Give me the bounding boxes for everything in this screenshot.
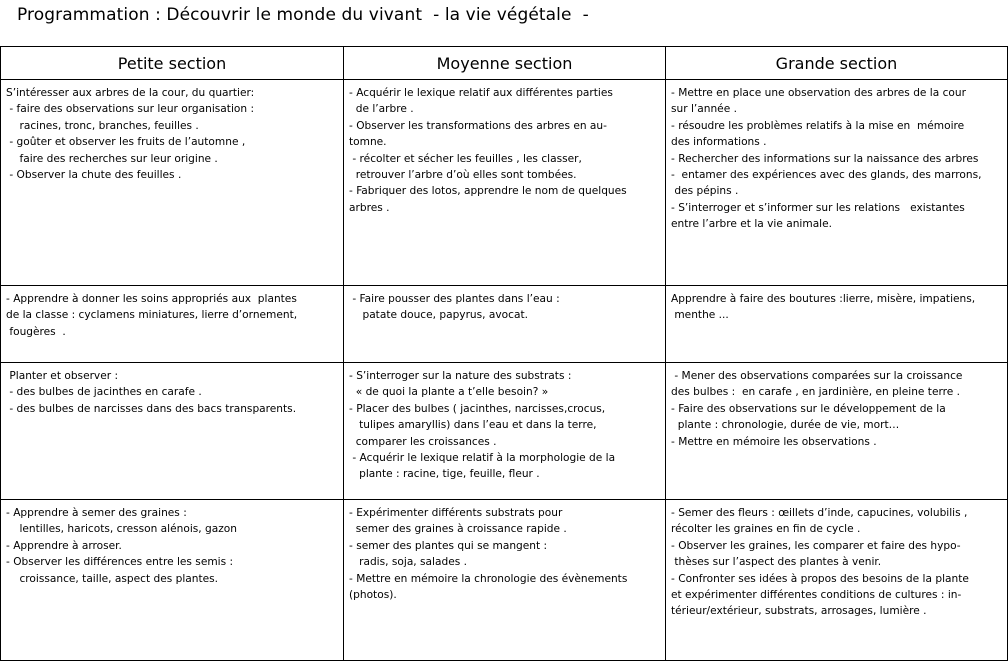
cell-moyenne: [344, 363, 666, 500]
cell-text: - Expérimenter différents substrats pour semer des graines à croissance rapide . - semer des plantes qui se mangent : radis, soja, salades . - Mettre en mémoire la chronologie des évènements (photos).: [349, 507, 628, 602]
cell-petite: [1, 363, 344, 500]
cell-text: S’intéresser aux arbres de la cour, du quartier: - faire des observations sur leur organisation : racines, tronc, branches, feuilles . - goûter et observer les fruits de l’automne , faire des recherches sur leur origine . - Observer la chute des feuilles .: [6, 87, 255, 182]
cell-text: - Mener des observations comparées sur la croissance des bulbes : en carafe , en jardinière, en pleine terre . - Faire des observations sur le développement de la plante : chronologie, durée de vie, mort… - Mettre en mémoire les observations .: [671, 370, 963, 448]
cell-moyenne: [344, 500, 666, 661]
cell-grande: [666, 500, 1008, 661]
table-row: [1, 500, 1008, 661]
table-row: [1, 363, 1008, 500]
cell-text: - Mettre en place une observation des arbres de la cour sur l’année . - résoudre les problèmes relatifs à la mise en mémoire des informations . - Rechercher des informations sur la naissance des arbres - entamer des expériences avec des glands, des marrons, des pépins . - S’interroger et s’informer sur les relations existantes entre l’arbre et la vie animale.: [671, 87, 982, 231]
cell-petite: [1, 500, 344, 661]
cell-text: - Faire pousser des plantes dans l’eau : patate douce, papyrus, avocat.: [352, 293, 560, 322]
programme-table: [0, 46, 1008, 661]
header-grande-section: Grande section: [666, 47, 1008, 80]
page-title: Programmation : Découvrir le monde du vivant - la vie végétale -: [17, 5, 589, 25]
cell-grande: [666, 80, 1008, 286]
header-row: [1, 47, 1008, 80]
cell-text: Apprendre à faire des boutures :lierre, misère, impatiens, menthe ...: [671, 293, 976, 322]
cell-text: - Apprendre à semer des graines : lentilles, haricots, cresson alénois, gazon - Apprendre à arroser. - Observer les différences entre les semis : croissance, taille, aspect des plantes.: [6, 507, 238, 585]
cell-moyenne: [344, 80, 666, 286]
cell-grande: [666, 286, 1008, 363]
cell-moyenne: [344, 286, 666, 363]
cell-grande: [666, 363, 1008, 500]
cell-text: Planter et observer : - des bulbes de jacinthes en carafe . - des bulbes de narcisses dans des bacs transparents.: [9, 370, 297, 415]
cell-text: - Semer des fleurs : œillets d’inde, capucines, volubilis , récolter les graines en fin de cycle . - Observer les graines, les comparer et faire des hypo- thèses sur l’aspect des plantes à venir. - Confronter ses idées à propos des besoins de la plante et expérimenter différentes conditions de cultures : in- térieur/extérieur, substrats, arrosages, lumière .: [671, 507, 969, 618]
cell-petite: [1, 286, 344, 363]
cell-petite: [1, 80, 344, 286]
header-petite-section: Petite section: [1, 47, 344, 80]
cell-text: - Acquérir le lexique relatif aux différentes parties de l’arbre . - Observer les transformations des arbres en au- tomne. - récolter et sécher les feuilles , les classer, retrouver l’arbre d’où elles sont tombées. - Fabriquer des lotos, apprendre le nom de quelques arbres .: [349, 87, 627, 214]
header-moyenne-section: Moyenne section: [344, 47, 666, 80]
table-row: [1, 80, 1008, 286]
cell-text: - S’interroger sur la nature des substrats : « de quoi la plante a t’elle besoin? » - Placer des bulbes ( jacinthes, narcisses,crocus, tulipes amaryllis) dans l’eau et dans la terre, comparer les croissances . - Acquérir le lexique relatif à la morphologie de la plante : racine, tige, feuille, fleur .: [349, 370, 616, 481]
cell-text: - Apprendre à donner les soins appropriés aux plantes de la classe : cyclamens miniatures, lierre d’ornement, fougères .: [6, 293, 298, 338]
table-row: [1, 286, 1008, 363]
